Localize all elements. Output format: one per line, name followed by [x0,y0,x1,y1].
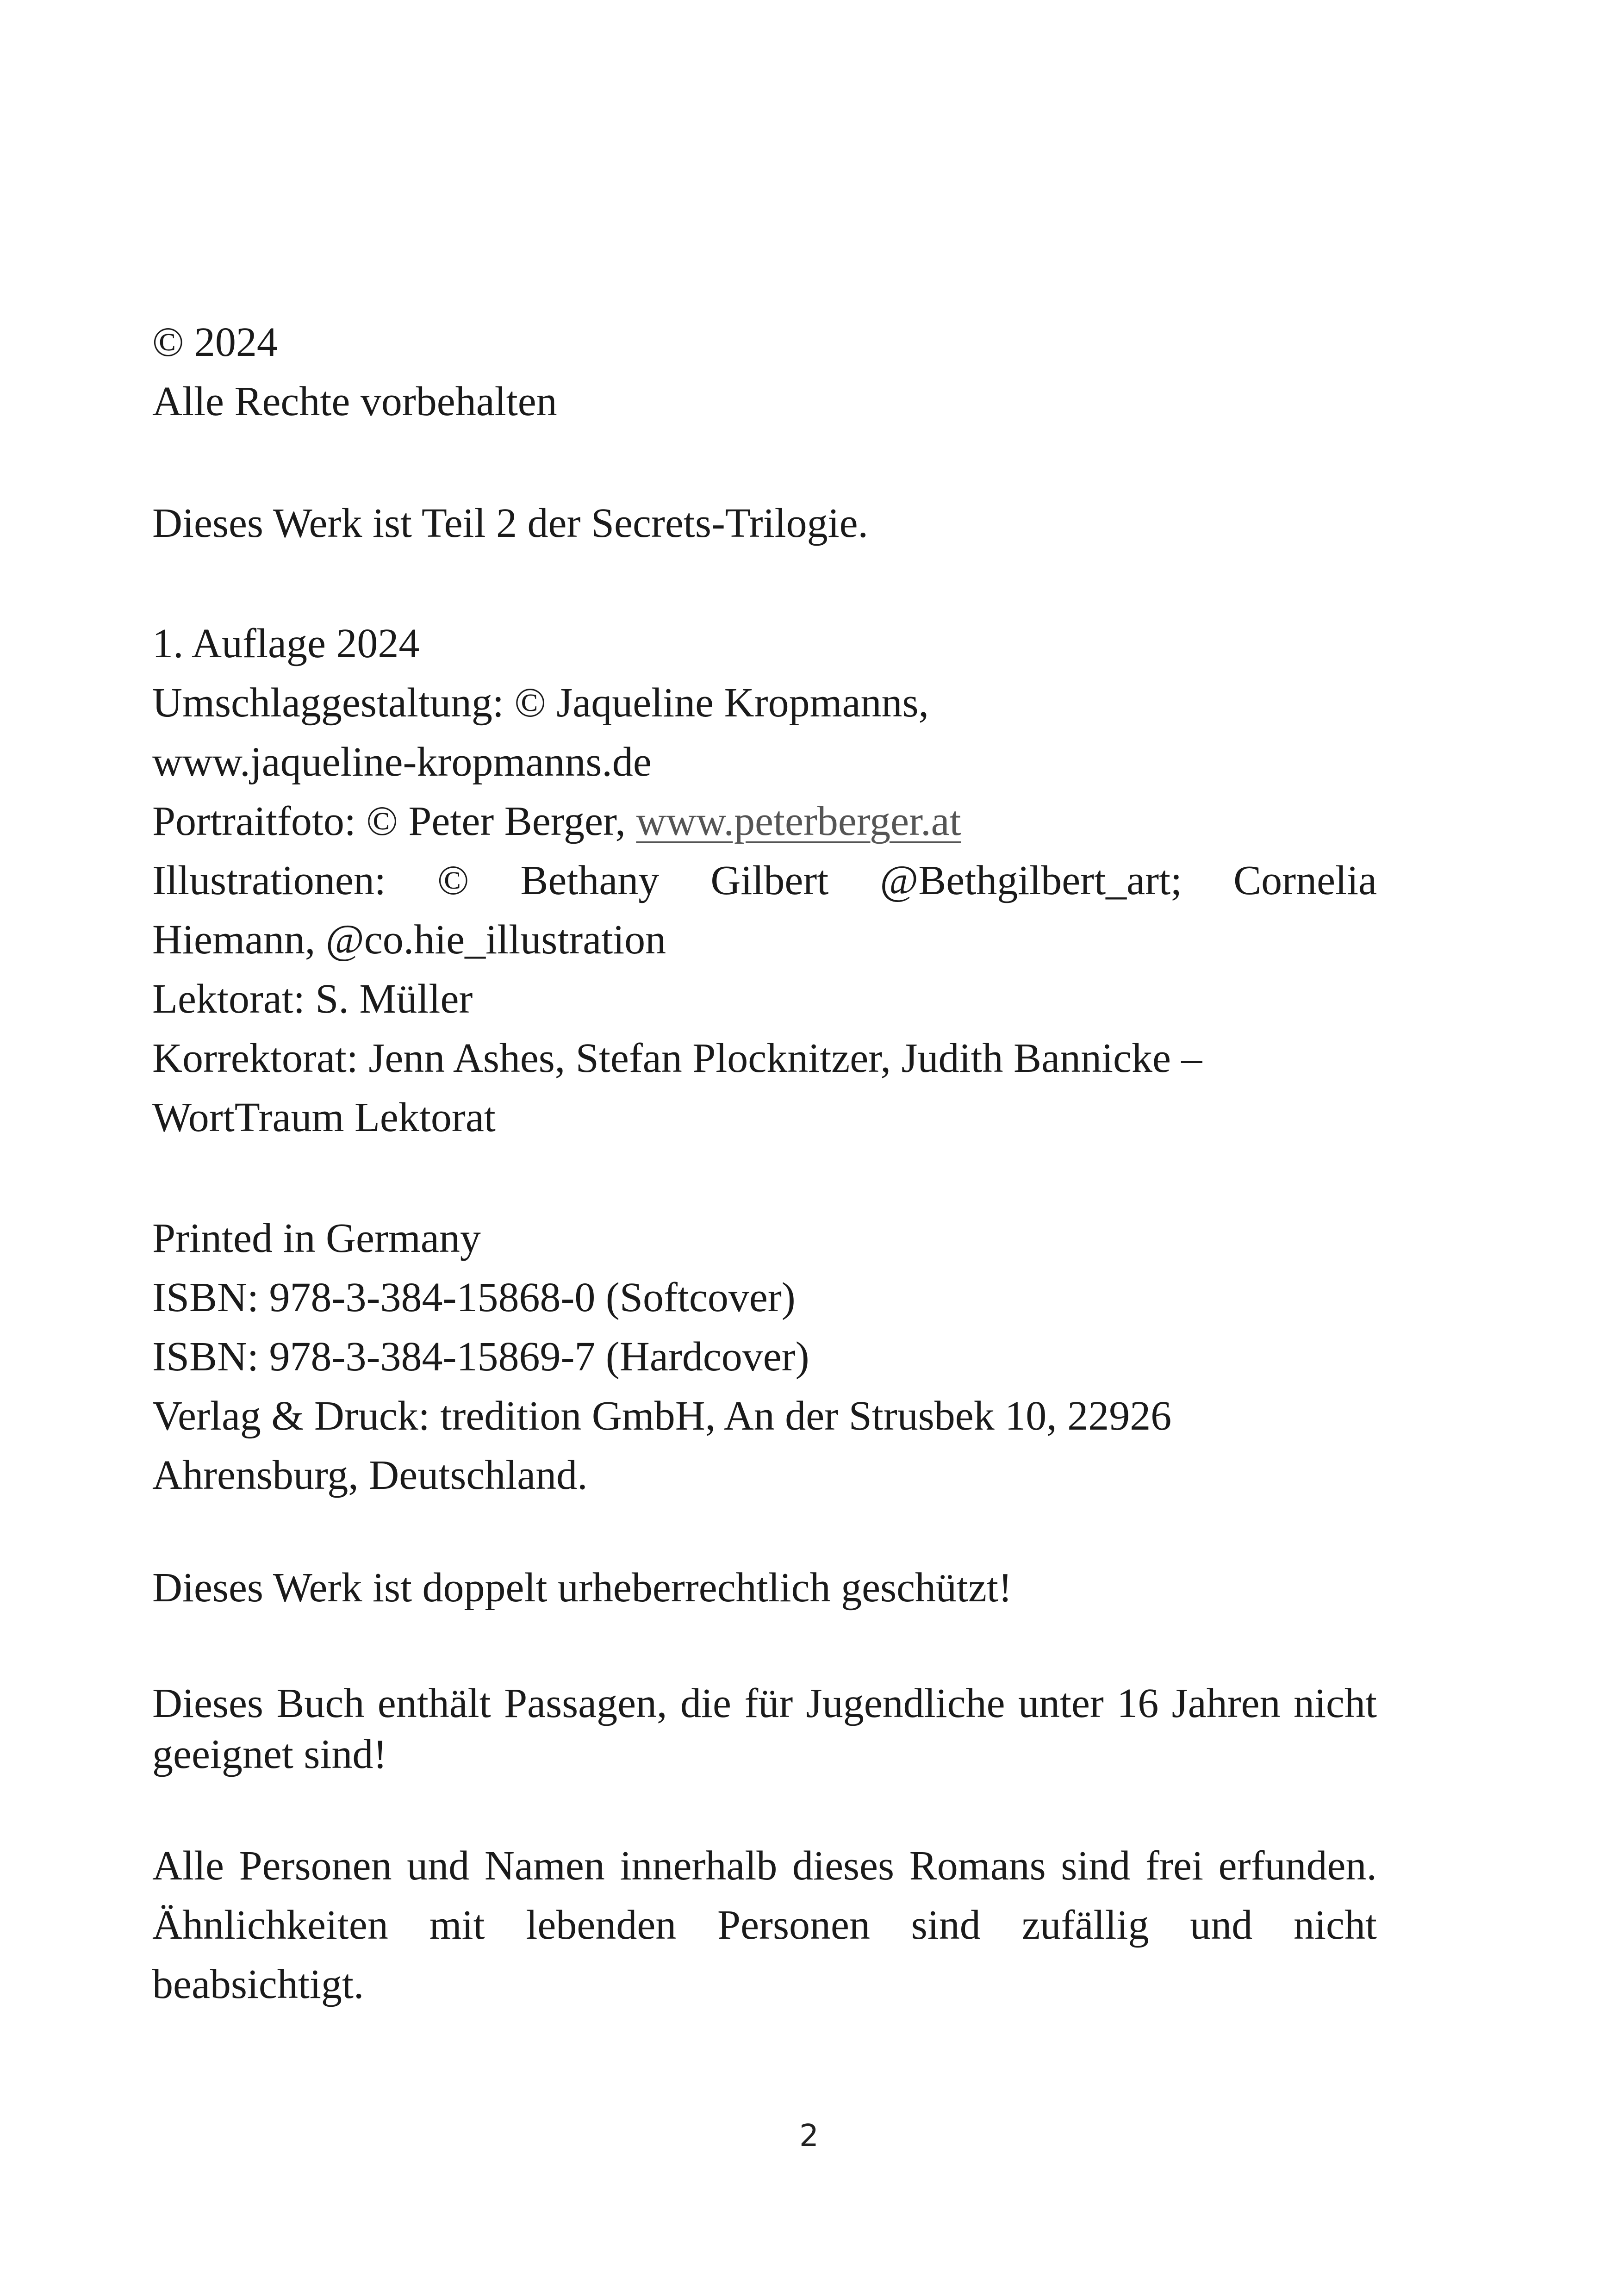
illustrations-word: Bethany [520,858,660,903]
copyright-notice-block [152,1558,1377,1618]
age-warning-block [152,1678,1377,1780]
proofreading-line-2: WortTraum Lektorat [152,1095,496,1140]
fiction-disclaimer: Alle Personen und Namen innerhalb dieses Romans sind frei erfunden. Ähnlichkeiten mit lebenden Personen sind zufällig und nicht beabsichtigt. [152,1843,1377,2007]
cover-design-url: www.jaqueline-kropmanns.de [152,739,652,785]
series-note-block [152,494,1377,553]
rights-reserved: Alle Rechte vorbehalten [152,379,557,424]
illustrations-word: @Bethgilbert_art; [880,858,1182,903]
fiction-disclaimer-block [152,1836,1377,2014]
edition-line: 1. Auflage 2024 [152,621,420,666]
isbn-hardcover: ISBN: 978-3-384-15869-7 (Hardcover) [152,1334,809,1380]
credits-block [152,614,1377,1147]
illustrations-word: Cornelia [1233,858,1377,903]
page-number: 2 [799,2118,819,2153]
illustrations-word: Illustrationen: [152,858,386,903]
publisher-line: Verlag & Druck: tredition GmbH, An der Strusbek 10, 22926 [152,1393,1172,1439]
age-warning: Dieses Buch enthält Passagen, die für Jugendliche unter 16 Jahren nicht geeignet sind! [152,1680,1377,1777]
portrait-photo-label: Portraitfoto: © Peter Berger, [152,798,636,844]
publisher-line-2: Ahrensburg, Deutschland. [152,1452,588,1498]
proofreading-line: Korrektorat: Jenn Ashes, Stefan Plocknitzer, Judith Bannicke – [152,1035,1202,1081]
portrait-photo-link[interactable]: www.peterberger.at [636,798,961,844]
illustrations-word: Gilbert [710,858,829,903]
cover-design-line: Umschlaggestaltung: © Jaqueline Kropmanns, [152,680,929,726]
illustrations-line [152,851,1377,910]
portrait-photo-line [152,792,1377,851]
copyright-notice: Dieses Werk ist doppelt urheberrechtlich geschützt! [152,1565,1012,1611]
series-note: Dieses Werk ist Teil 2 der Secrets-Trilogie. [152,500,869,546]
illustrations-line-2: Hiemann, @co.hie_illustration [152,917,666,963]
illustrations-word: © [437,858,469,903]
isbn-softcover: ISBN: 978-3-384-15868-0 (Softcover) [152,1275,796,1320]
copyright-block [152,313,1377,431]
publishing-block [152,1209,1377,1505]
copyright-year: © 2024 [152,319,278,365]
editing-line: Lektorat: S. Müller [152,976,473,1022]
printed-in: Printed in Germany [152,1215,481,1261]
